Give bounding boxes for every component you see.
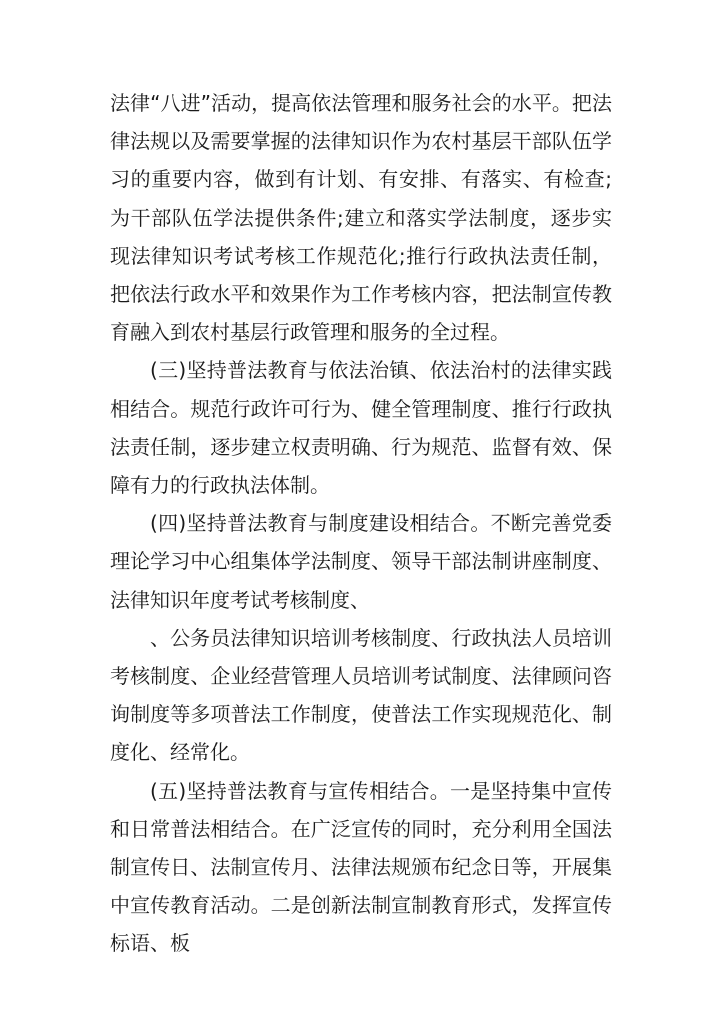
- paragraph-continuation: 法律“八进”活动，提高依法管理和服务社会的水平。把法律法规以及需要掌握的法律知识作为农村基层干部队伍学习的重要内容，做到有计划、有安排、有落实、有检查;为干部队伍学法提供条件;建立和落实学法制度，逐步实现法律知识考试考核工作规范化;推行行政执法责任制，把依法行政水平和效果作为工作考核内容，把法制宣传教育融入到农村基层行政管理和服务的全过程。: [110, 91, 612, 345]
- paragraph-section-four: (四)坚持普法教育与制度建设相结合。不断完善党委理论学习中心组集体学法制度、领导干部法制讲座制度、法律知识年度考试考核制度、: [110, 511, 612, 612]
- paragraph-section-four-continued: 、公务员法律知识培训考核制度、行政执法人员培训考核制度、企业经营管理人员培训考试制度、法律顾问咨询制度等多项普法工作制度，使普法工作实现规范化、制度化、经常化。: [110, 625, 612, 765]
- document-body: [110, 84, 612, 963]
- paragraph-section-three: (三)坚持普法教育与依法治镇、依法治村的法律实践相结合。规范行政许可行为、健全管理制度、推行行政执法责任制，逐步建立权责明确、行为规范、监督有效、保障有力的行政执法体制。: [110, 358, 612, 498]
- paragraph-section-five: (五)坚持普法教育与宣传相结合。一是坚持集中宣传和日常普法相结合。在广泛宣传的同时，充分利用全国法制宣传日、法制宣传月、法律法规颁布纪念日等，开展集中宣传教育活动。二是创新法制宣制教育形式，发挥宣传标语、板: [110, 778, 612, 956]
